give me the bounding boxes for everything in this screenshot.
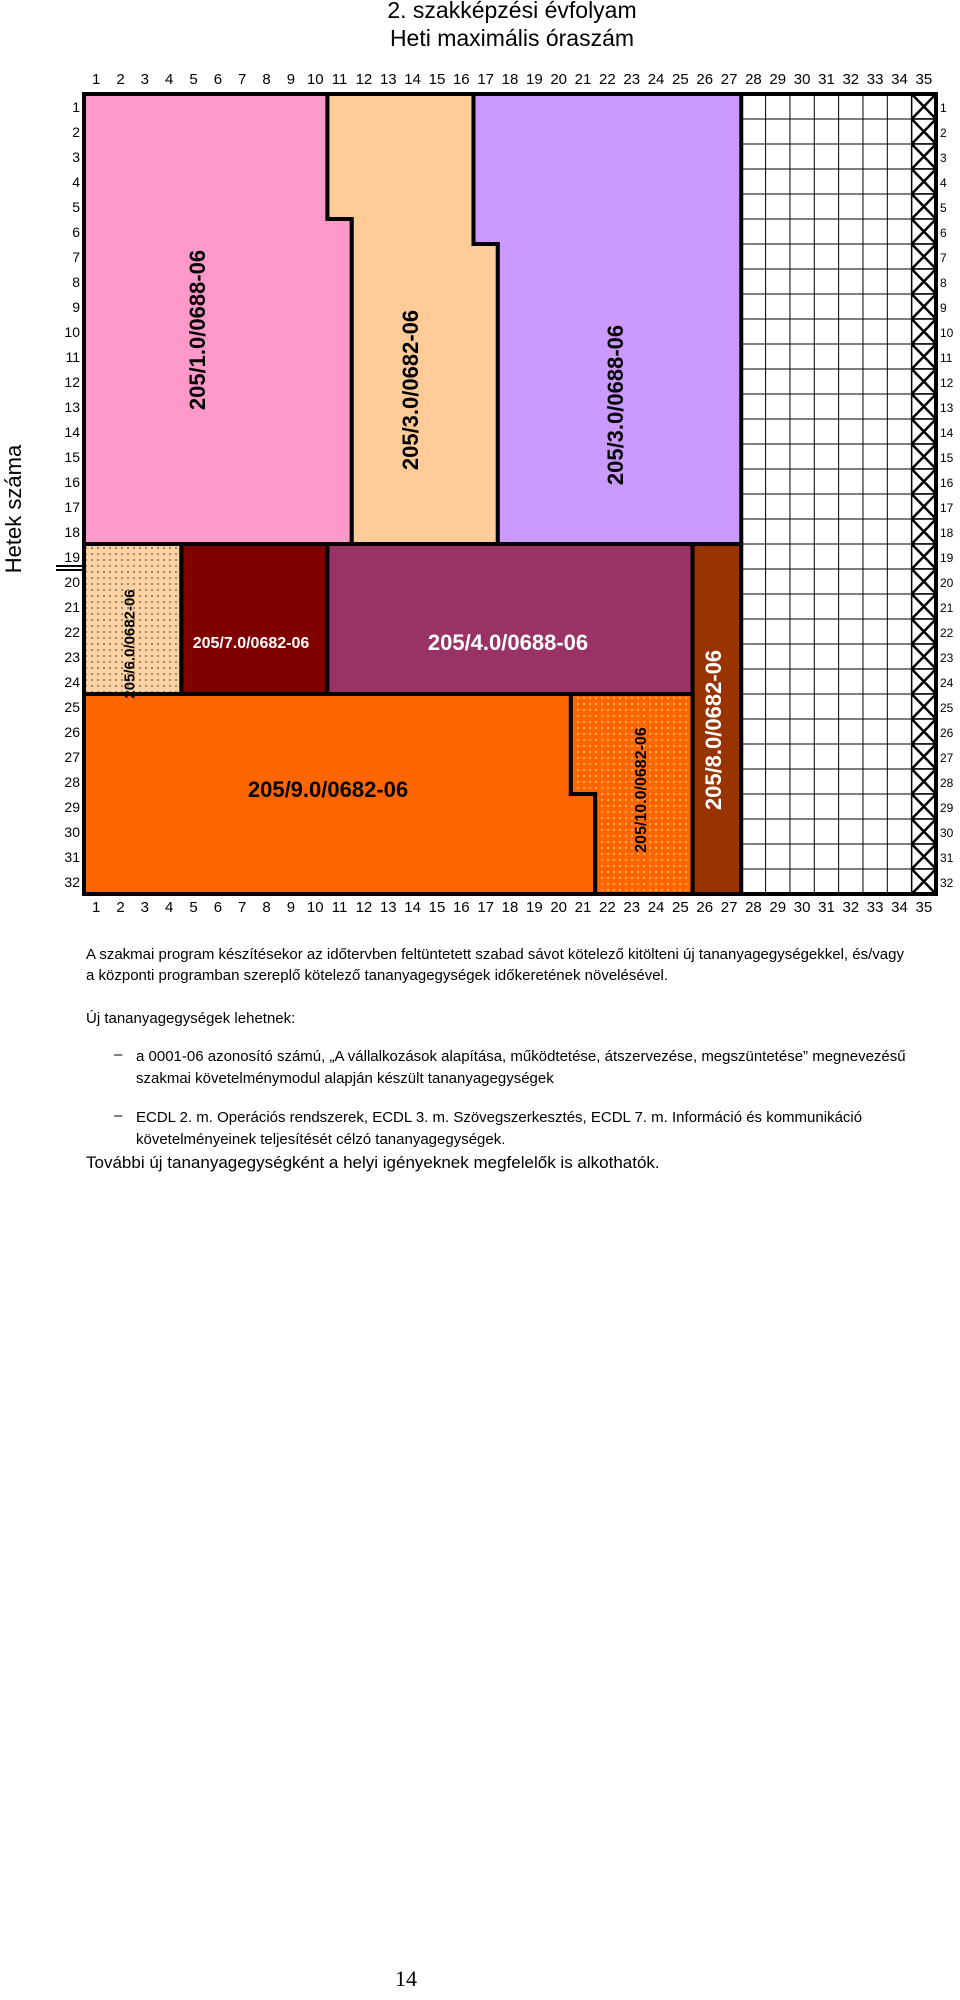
top-col-number: 12 <box>355 71 373 88</box>
left-row-number: 15 <box>64 449 80 465</box>
right-row-number: 2 <box>940 126 947 140</box>
right-row-number: 5 <box>940 201 947 215</box>
title-line-2: Heti maximális óraszám <box>389 25 635 51</box>
top-col-number: 20 <box>550 71 568 88</box>
bottom-col-number: 12 <box>355 899 373 916</box>
label-205-8: 205/8.0/0682-06 <box>701 649 726 811</box>
top-col-number: 10 <box>306 71 324 88</box>
top-col-number: 19 <box>525 71 543 88</box>
top-col-number: 24 <box>647 71 665 88</box>
top-col-number: 14 <box>404 71 421 88</box>
right-row-number: 22 <box>940 626 954 640</box>
top-col-number: 6 <box>213 71 223 88</box>
top-col-number: 8 <box>262 71 271 88</box>
bottom-col-number: 4 <box>165 899 174 916</box>
left-row-number: 32 <box>64 874 80 890</box>
bottom-col-number: 20 <box>550 899 568 916</box>
bottom-col-number: 23 <box>623 899 641 916</box>
bottom-col-number: 3 <box>140 899 150 916</box>
left-row-number: 4 <box>72 174 80 190</box>
label-205-4: 205/4.0/0688-06 <box>427 630 589 655</box>
new-units-heading: Új tananyagegységek lehetnek: <box>86 1010 296 1027</box>
right-row-number: 27 <box>940 751 954 765</box>
right-row-number: 1 <box>940 101 947 115</box>
title-line-1: 2. szakképzési évfolyam <box>387 0 637 23</box>
top-col-number: 33 <box>866 71 884 88</box>
bottom-col-number: 28 <box>745 899 762 916</box>
right-row-number: 4 <box>940 176 947 190</box>
right-row-number: 8 <box>940 276 947 290</box>
right-row-number: 24 <box>940 676 954 690</box>
bottom-col-number: 29 <box>769 899 787 916</box>
right-row-number: 6 <box>940 226 947 240</box>
top-col-number: 3 <box>140 71 150 88</box>
bottom-col-number: 13 <box>379 899 397 916</box>
right-row-number: 18 <box>940 526 954 540</box>
left-row-number: 1 <box>72 99 80 115</box>
free-slot-grid <box>741 94 911 894</box>
left-row-number: 22 <box>64 624 80 640</box>
top-col-number: 13 <box>379 71 397 88</box>
top-col-number: 5 <box>189 71 198 88</box>
bottom-col-number: 10 <box>306 899 324 916</box>
left-row-number: 24 <box>64 674 80 690</box>
bottom-col-number: 11 <box>331 899 348 916</box>
top-col-number: 2 <box>116 71 125 88</box>
dash-1: – <box>114 1046 123 1063</box>
right-row-number: 7 <box>940 251 947 265</box>
left-row-number: 29 <box>64 799 80 815</box>
right-row-number: 21 <box>940 601 954 615</box>
right-row-number: 16 <box>940 476 954 490</box>
left-row-number: 27 <box>64 749 80 765</box>
top-col-number: 28 <box>745 71 762 88</box>
top-col-number: 30 <box>793 71 811 88</box>
left-row-number: 5 <box>72 199 80 215</box>
bottom-col-number: 34 <box>891 899 908 916</box>
bottom-col-number: 9 <box>286 899 296 916</box>
top-col-number: 35 <box>915 71 933 88</box>
right-row-number: 15 <box>940 451 954 465</box>
left-row-number: 2 <box>72 124 80 140</box>
label-205-1: 205/1.0/0688-06 <box>185 249 210 411</box>
top-col-number: 4 <box>165 71 174 88</box>
closing-sentence: További új tananyagegységként a helyi igényeknek megfelelők is alkothatók. <box>86 1153 660 1172</box>
bottom-col-number: 24 <box>647 899 665 916</box>
dash-2: – <box>114 1107 123 1124</box>
right-row-number: 13 <box>940 401 954 415</box>
bottom-col-number: 16 <box>452 899 470 916</box>
right-row-number: 11 <box>940 351 953 365</box>
bullet-item-2: ECDL 2. m. Operációs rendszerek, ECDL 3. m. Szövegszerkesztés, ECDL 7. m. Információ és kommunikáció követelményeinek teljesítését célzó tananyagegységek. <box>136 1109 863 1148</box>
intro-paragraph: A szakmai program készítésekor az időtervben feltüntetett szabad sávot kötelező kitölteni új tananyagegységekkel, és/vagy a központi programban szereplő kötelező tananyagegységek időkeretének növelésével. <box>86 946 904 984</box>
left-row-number: 3 <box>72 149 80 165</box>
reserved-column-crosses <box>912 94 936 894</box>
left-row-number: 20 <box>64 574 80 590</box>
left-row-number: 25 <box>64 699 80 715</box>
left-row-number: 7 <box>72 249 80 265</box>
bottom-col-number: 1 <box>91 899 101 916</box>
right-row-number: 32 <box>940 876 954 890</box>
top-col-number: 22 <box>599 71 616 88</box>
left-row-number: 8 <box>72 274 80 290</box>
top-col-number: 17 <box>477 71 494 88</box>
left-row-number: 18 <box>64 524 80 540</box>
bottom-col-number: 18 <box>501 899 519 916</box>
right-row-number: 26 <box>940 726 954 740</box>
left-row-number: 16 <box>64 474 80 490</box>
right-row-number: 14 <box>940 426 954 440</box>
right-row-number: 23 <box>940 651 954 665</box>
weeks-axis-label: Hetek száma <box>1 444 26 574</box>
block-205-4 <box>327 544 692 694</box>
bottom-col-number: 21 <box>574 899 592 916</box>
left-row-number: 28 <box>64 774 80 790</box>
bottom-col-number: 15 <box>428 899 446 916</box>
left-row-number: 14 <box>64 424 80 440</box>
right-row-number: 10 <box>940 326 954 340</box>
bottom-col-number: 22 <box>599 899 616 916</box>
block-205-1 <box>84 94 352 544</box>
right-row-number: 3 <box>940 151 947 165</box>
top-col-number: 34 <box>891 71 908 88</box>
top-col-number: 29 <box>769 71 787 88</box>
left-row-number: 30 <box>64 824 80 840</box>
top-col-number: 21 <box>574 71 592 88</box>
bottom-col-number: 5 <box>189 899 198 916</box>
top-col-number: 25 <box>672 71 689 88</box>
left-row-number: 19 <box>64 549 80 565</box>
right-row-number: 28 <box>940 776 954 790</box>
bullet-item-1: a 0001-06 azonosító számú, „A vállalkozások alapítása, működtetése, átszervezése, megszüntetése” megnevezésű szakmai követelménymodul alapján készült tananyagegységek <box>136 1048 906 1087</box>
top-col-number: 7 <box>238 71 247 88</box>
label-205-7: 205/7.0/0682-06 <box>192 635 310 652</box>
label-205-3-0688: 205/3.0/0688-06 <box>603 324 628 486</box>
bottom-col-number: 26 <box>696 899 714 916</box>
top-col-number: 26 <box>696 71 714 88</box>
bottom-col-number: 33 <box>866 899 884 916</box>
bottom-col-number: 35 <box>915 899 933 916</box>
bottom-col-number: 27 <box>720 899 738 916</box>
bottom-col-number: 17 <box>477 899 494 916</box>
right-row-number: 9 <box>940 301 947 315</box>
right-row-number: 29 <box>940 801 954 815</box>
right-row-number: 31 <box>940 851 954 865</box>
top-col-number: 15 <box>428 71 446 88</box>
left-row-number: 9 <box>72 299 80 315</box>
left-row-number: 12 <box>64 374 80 390</box>
left-row-number: 6 <box>72 224 80 240</box>
left-row-number: 17 <box>64 499 80 515</box>
top-col-number: 27 <box>720 71 738 88</box>
bottom-col-number: 14 <box>404 899 421 916</box>
top-col-number: 32 <box>842 71 860 88</box>
right-row-number: 30 <box>940 826 954 840</box>
top-col-number: 11 <box>331 71 348 88</box>
left-row-number: 26 <box>64 724 80 740</box>
bottom-col-number: 31 <box>818 899 835 916</box>
right-row-number: 25 <box>940 701 954 715</box>
block-205-7 <box>181 544 327 694</box>
page-number: 14 <box>395 1966 417 1991</box>
top-col-number: 31 <box>818 71 835 88</box>
right-row-number: 17 <box>940 501 954 515</box>
left-row-number: 21 <box>64 599 80 615</box>
bottom-col-number: 19 <box>525 899 543 916</box>
top-col-number: 16 <box>452 71 470 88</box>
bottom-col-number: 6 <box>213 899 223 916</box>
top-col-number: 18 <box>501 71 519 88</box>
bottom-col-number: 30 <box>793 899 811 916</box>
bottom-col-number: 8 <box>262 899 271 916</box>
left-row-number: 11 <box>65 349 80 365</box>
top-col-number: 1 <box>91 71 101 88</box>
label-205-9: 205/9.0/0682-06 <box>247 777 409 802</box>
top-col-number: 23 <box>623 71 641 88</box>
right-row-number: 12 <box>940 376 954 390</box>
bottom-col-number: 2 <box>116 899 125 916</box>
left-row-number: 10 <box>64 324 80 340</box>
right-row-number: 20 <box>940 576 954 590</box>
bottom-col-number: 32 <box>842 899 860 916</box>
label-205-3-0682: 205/3.0/0682-06 <box>398 309 423 471</box>
bottom-col-number: 25 <box>672 899 689 916</box>
label-205-6: 205/6.0/0682-06 <box>121 589 139 699</box>
label-205-10: 205/10.0/0682-06 <box>633 727 650 853</box>
right-row-number: 19 <box>940 551 954 565</box>
top-col-number: 9 <box>286 71 296 88</box>
bottom-col-number: 7 <box>238 899 247 916</box>
left-row-number: 23 <box>64 649 80 665</box>
left-row-number: 31 <box>64 849 80 865</box>
left-row-number: 13 <box>64 399 80 415</box>
